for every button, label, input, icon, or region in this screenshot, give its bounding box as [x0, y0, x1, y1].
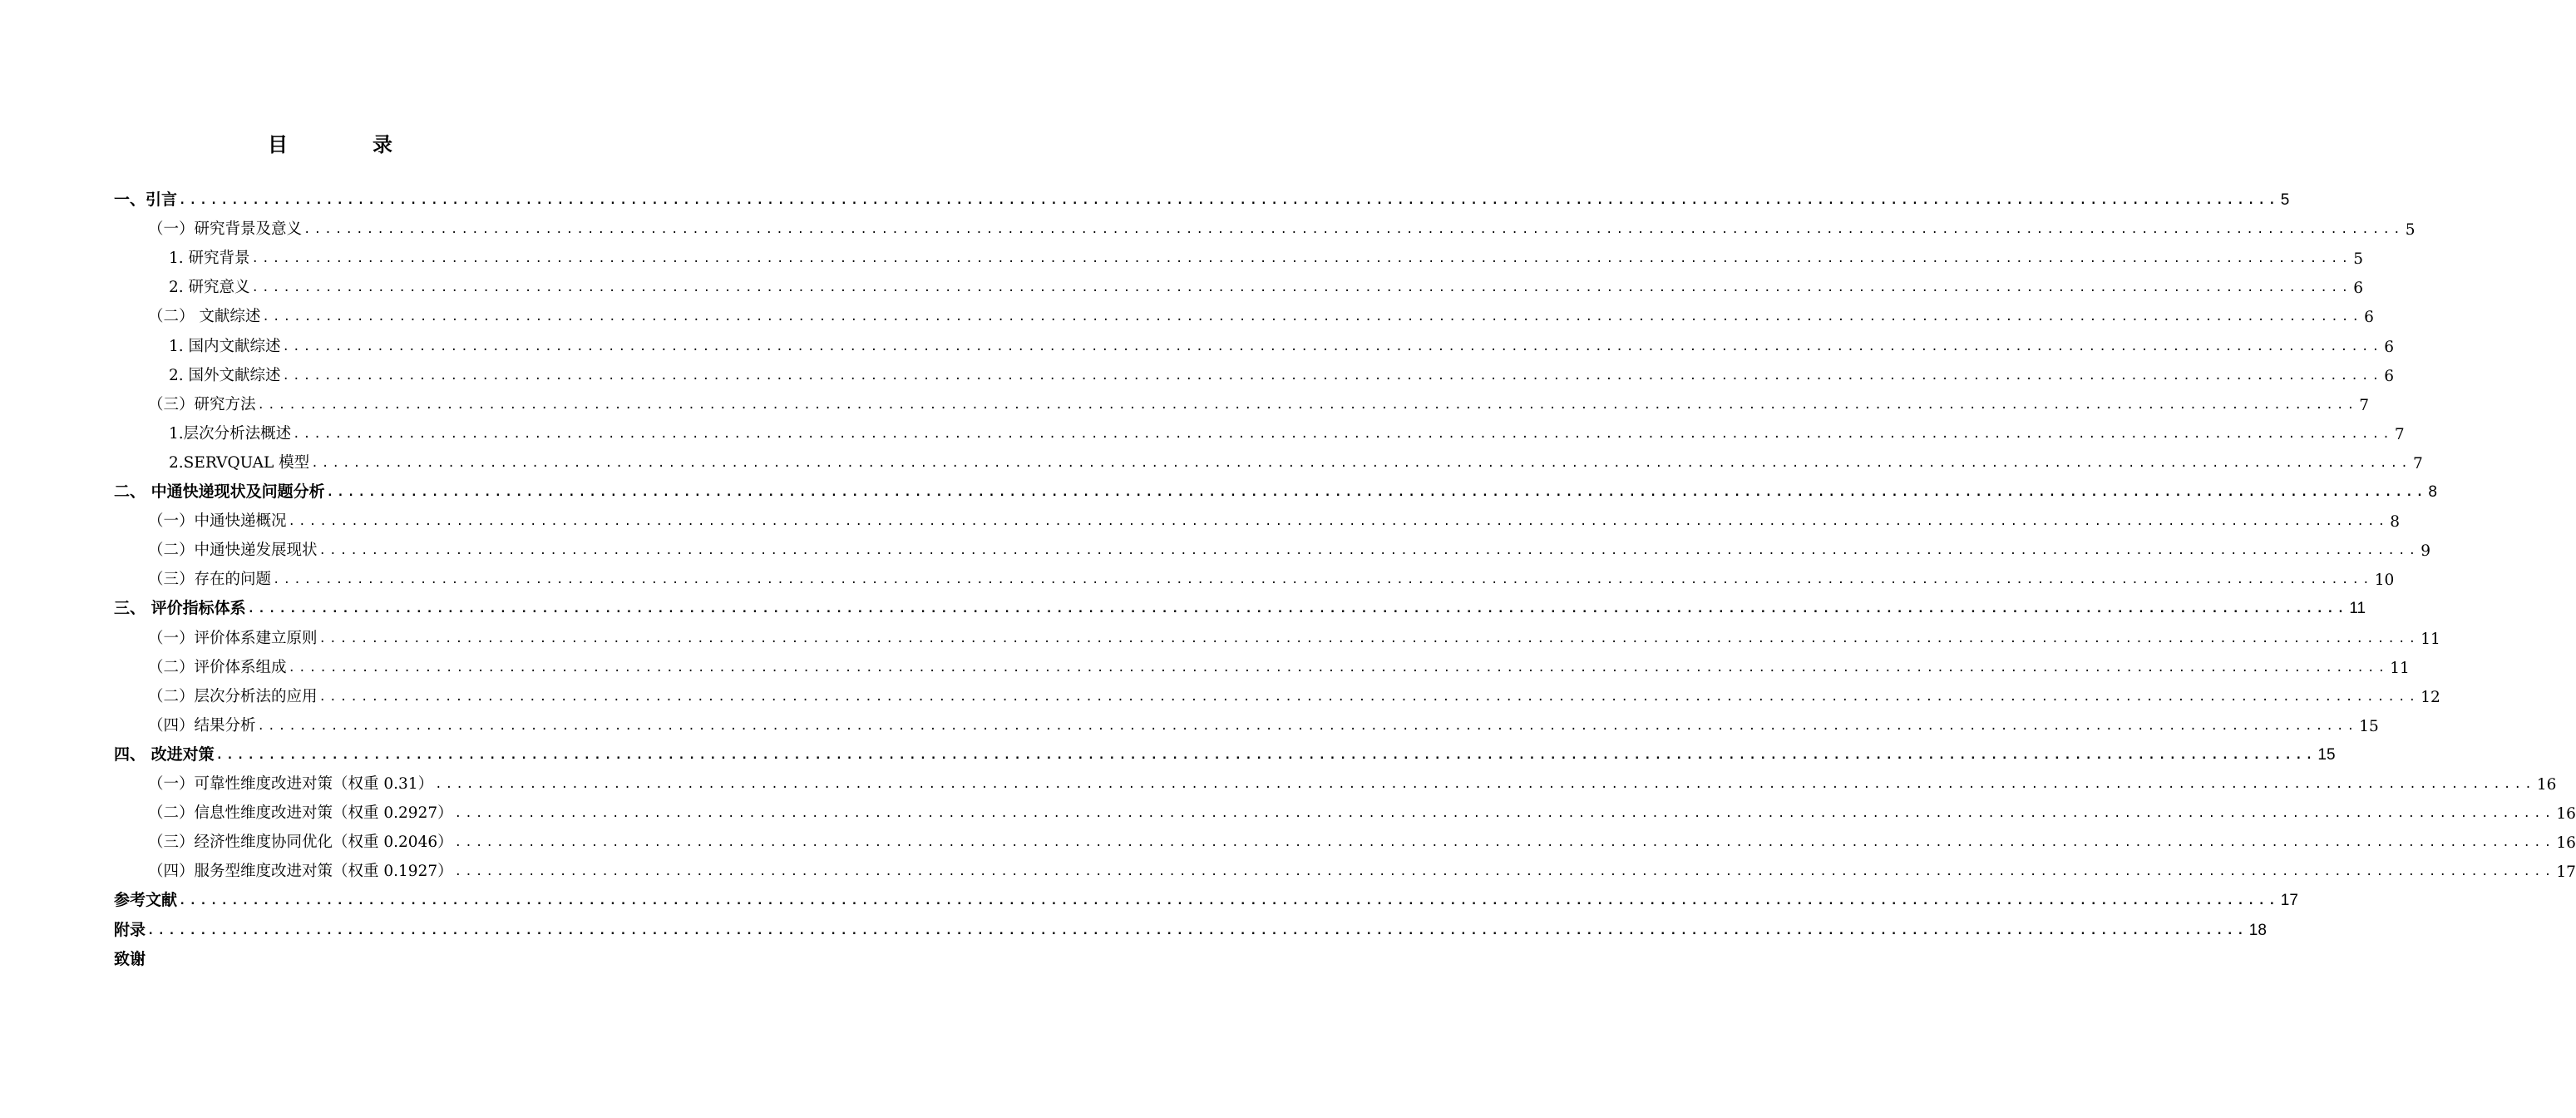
toc-leader-dots: ........................................................................................................................................................................................................: [273, 573, 2373, 587]
toc-leader-dots: ........................................................................................................................................................................................................: [435, 778, 2535, 791]
toc-entry-label: 二、 中通快递现状及问题分析: [114, 482, 325, 501]
toc-entry-page-number: 7: [2412, 454, 2423, 472]
toc-entry-label: （二）中通快递发展现状: [148, 542, 318, 560]
toc-entry[interactable]: [114, 941, 146, 969]
toc-entry-page-number: 8: [2390, 513, 2401, 532]
toc-entry-page-number: 15: [2317, 745, 2336, 764]
toc-leader-dots: ........................................................................................................................................................................................................: [293, 427, 2393, 441]
toc-leader-dots: ........................................................................................................................................................................................................: [454, 836, 2555, 850]
toc-entry[interactable]: [148, 210, 2416, 240]
toc-entry-page-number: 6: [2364, 309, 2374, 327]
toc-leader-dots: ........................................................................................................................................................................................................: [179, 894, 2279, 908]
toc-entry[interactable]: [169, 444, 2423, 472]
toc-entry-page-number: 16: [2536, 776, 2557, 794]
toc-entry-label: 三、 评价指标体系: [114, 599, 246, 618]
toc-entry[interactable]: [114, 912, 2267, 940]
toc-entry[interactable]: [169, 415, 2405, 443]
toc-entry-label: （二）层次分析法的应用: [148, 687, 318, 705]
toc-entry-label: （三）存在的问题: [148, 571, 272, 589]
toc-entry-page-number: 10: [2374, 571, 2395, 590]
toc-entry-label: 1. 国内文献综述: [169, 337, 281, 355]
toc-entry-page-number: 11: [2349, 600, 2366, 618]
toc-entry-label: （二） 文献综述: [148, 308, 261, 326]
toc-leader-dots: ........................................................................................................................................................................................................: [282, 369, 2383, 383]
toc-entry[interactable]: [148, 386, 2370, 414]
toc-leader-dots: ........................................................................................................................................................................................................: [318, 690, 2420, 704]
toc-entry-page-number: 7: [2394, 425, 2405, 443]
toc-leader-dots: ........................................................................................................................................................................................................: [262, 310, 2363, 324]
toc-leader-dots: ........................................................................................................................................................................................................: [454, 865, 2555, 879]
toc-entry-label: （一）评价体系建立原则: [148, 629, 318, 647]
toc-entry-label: 1. 研究背景: [169, 250, 250, 268]
toc-entry[interactable]: [148, 298, 2374, 327]
toc-entry-label: 2.SERVQUAL 模型: [169, 453, 310, 472]
toc-title: [0, 128, 790, 161]
toc-entry-page-number: 17: [2556, 863, 2576, 882]
toc-leader-dots: ........................................................................................................................................................................................................: [147, 923, 2248, 937]
toc-entry[interactable]: [148, 502, 2401, 532]
toc-entry[interactable]: [148, 620, 2440, 648]
toc-entry[interactable]: [114, 590, 2366, 618]
toc-leader-dots: ........................................................................................................................................................................................................: [251, 281, 2352, 295]
toc-leader-dots: ........................................................................................................................................................................................................: [257, 398, 2358, 412]
toc-entry[interactable]: [148, 707, 2379, 735]
toc-entry[interactable]: [114, 882, 2298, 910]
toc-entry-page-number: 5: [2405, 221, 2416, 240]
toc-entry-label: 四、 改进对策: [114, 745, 215, 764]
toc-entry-label: （一）研究背景及意义: [148, 220, 303, 239]
toc-entry-page-number: 16: [2556, 834, 2576, 853]
toc-entry-label: 参考文献: [114, 891, 178, 910]
toc-entry-label: （四）服务型维度改进对策（权重 0.1927）: [148, 863, 453, 881]
toc-entry[interactable]: [148, 765, 2557, 794]
toc-entry-page-number: 18: [2248, 921, 2267, 939]
toc-leader-dots: ........................................................................................................................................................................................................: [288, 515, 2389, 529]
toc-leader-dots: ........................................................................................................................................................................................................: [251, 252, 2352, 266]
toc-entry-label: 1.层次分析法概述: [169, 424, 292, 443]
toc-entry-page-number: 16: [2556, 805, 2576, 824]
toc-title-left: 目: [268, 133, 288, 156]
toc-entry[interactable]: [148, 561, 2395, 590]
toc-leader-dots: ........................................................................................................................................................................................................: [247, 602, 2348, 616]
toc-entry-label: （二）评价体系组成: [148, 658, 287, 676]
toc-leader-dots: ........................................................................................................................................................................................................: [215, 748, 2317, 762]
toc-leader-dots: ........................................................................................................................................................................................................: [311, 456, 2411, 470]
toc-entry-page-number: 17: [2280, 892, 2298, 910]
toc-leader-dots: ........................................................................................................................................................................................................: [282, 339, 2383, 354]
toc-entry[interactable]: [148, 853, 2576, 882]
toc-entry-label: （一）可靠性维度改进对策（权重 0.31）: [148, 775, 434, 793]
toc-entry-page-number: 7: [2359, 396, 2370, 414]
toc-entry-label: （二）信息性维度改进对策（权重 0.2927）: [148, 804, 453, 823]
toc-leader-dots: ........................................................................................................................................................................................................: [318, 544, 2420, 558]
toc-entry[interactable]: [114, 736, 2336, 764]
toc-entry-page-number: 11: [2390, 659, 2410, 677]
toc-entry-label: 2. 研究意义: [169, 279, 250, 297]
toc-entry-page-number: 11: [2421, 630, 2440, 648]
toc-leader-dots: ........................................................................................................................................................................................................: [179, 194, 2279, 207]
toc-entry-label: （三）经济性维度协同优化（权重 0.2046）: [148, 834, 453, 852]
toc-leader-dots: ........................................................................................................................................................................................................: [454, 807, 2555, 821]
toc-entry-page-number: 8: [2428, 483, 2437, 501]
toc-entry[interactable]: [148, 824, 2576, 853]
toc-leader-dots: ........................................................................................................................................................................................................: [303, 223, 2404, 237]
toc-entry-page-number: 15: [2359, 717, 2379, 735]
toc-entry-page-number: 6: [2384, 338, 2395, 356]
toc-entry-page-number: 6: [2353, 280, 2364, 298]
toc-entry-page-number: 5: [2353, 250, 2364, 269]
toc-entry-label: 致谢: [114, 949, 146, 968]
toc-entry[interactable]: [169, 328, 2395, 356]
toc-entry-label: （一）中通快递概况: [148, 512, 287, 531]
toc-entry-page-number: 12: [2421, 688, 2440, 706]
toc-entry[interactable]: [148, 678, 2440, 706]
toc-entry[interactable]: [169, 269, 2364, 298]
toc-leader-dots: ........................................................................................................................................................................................................: [326, 486, 2427, 499]
toc-title-right: 录: [373, 133, 392, 156]
toc-entry[interactable]: [114, 181, 2290, 210]
toc-entry-label: （四）结果分析: [148, 716, 256, 735]
toc-entry[interactable]: [114, 473, 2437, 502]
toc-entry-label: 一、引言: [114, 190, 178, 209]
toc-entry[interactable]: [169, 357, 2395, 385]
toc-entry-page-number: 5: [2280, 191, 2290, 209]
toc-entry-label: 2. 国外文献综述: [169, 366, 281, 384]
toc-entry-label: 附录: [114, 920, 146, 939]
toc-leader-dots: ........................................................................................................................................................................................................: [257, 719, 2358, 733]
toc-entry-label: （三）研究方法: [148, 395, 256, 413]
toc-leader-dots: ........................................................................................................................................................................................................: [318, 631, 2420, 646]
toc-entry-page-number: 6: [2384, 367, 2395, 385]
toc-entry[interactable]: [169, 240, 2364, 269]
toc-leader-dots: ........................................................................................................................................................................................................: [288, 660, 2389, 675]
toc-entry-page-number: 9: [2421, 542, 2431, 561]
toc-entry[interactable]: [148, 794, 2576, 824]
toc-entry[interactable]: [148, 649, 2410, 677]
toc-entry[interactable]: [148, 532, 2431, 561]
